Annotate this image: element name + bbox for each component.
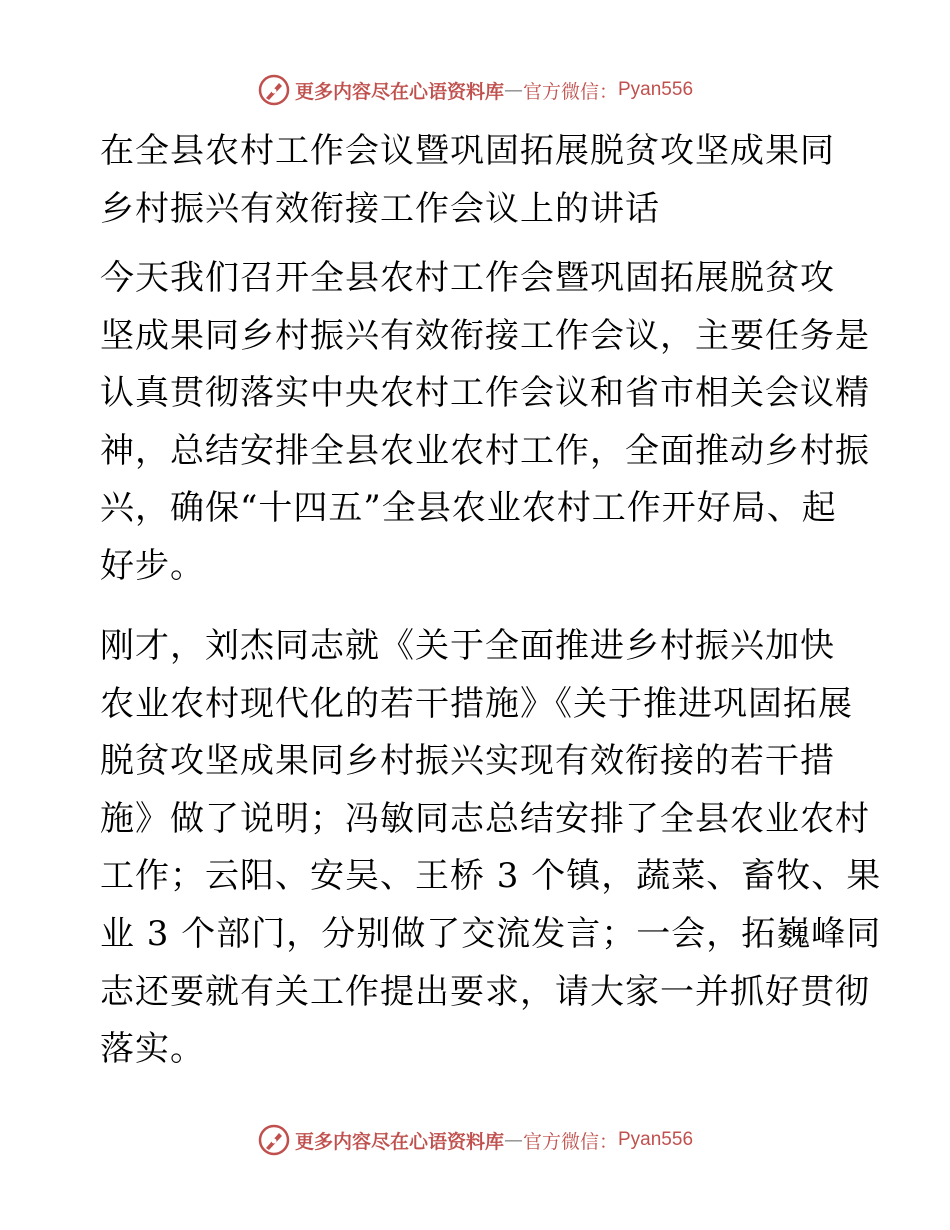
paragraph-line: 刚才，刘杰同志就《关于全面推进乡村振兴加快 [100,626,835,666]
separator: — [503,79,523,101]
wechat-label: 官方微信： [522,1130,618,1153]
paragraph-line: 今天我们召开全县农村工作会暨巩固拓展脱贫攻 [100,258,835,298]
site-name: 更多内容尽在心语资料库 [294,80,504,103]
wechat-id: Pyan556 [618,1129,694,1150]
header-banner [0,70,950,110]
paragraph-line: 农业农村现代化的若干措施》《关于推进巩固拓展 [100,683,853,724]
paragraph-line: 神，总结安排全县农业农村工作，全面推动乡村振 [100,430,870,471]
paragraph-line: 认真贯彻落实中央农村工作会议和省市相关会议精 [100,373,870,414]
title-line: 乡村振兴有效衔接工作会议上的讲话 [100,189,660,229]
pen-logo-icon [257,73,291,107]
paragraph-1 [100,250,870,596]
title-line: 在全县农村工作会议暨巩固拓展脱贫攻坚成果同 [100,131,835,171]
site-name: 更多内容尽在心语资料库 [294,1130,504,1153]
document-title [100,122,860,238]
paragraph-line: 工作；云阳、安吴、王桥 3 个镇，蔬菜、畜牧、果 [100,856,882,897]
paragraph-line: 施》做了说明；冯敏同志总结安排了全县农业农村 [100,798,870,839]
wechat-id: Pyan556 [618,79,694,100]
wechat-label: 官方微信： [522,80,618,103]
paragraph-2 [100,618,882,1079]
paragraph-line: 落实。 [100,1029,205,1070]
paragraph-line: 兴，确保“十四五”全县农业农村工作开好局、起 [100,488,837,529]
paragraph-line: 坚成果同乡村振兴有效衔接工作会议，主要任务是 [100,315,870,356]
pen-logo-icon [257,1123,291,1157]
separator: — [503,1129,523,1151]
paragraph-line: 志还要就有关工作提出要求，请大家一并抓好贯彻 [100,971,870,1012]
paragraph-line: 好步。 [100,545,205,586]
paragraph-line: 脱贫攻坚成果同乡村振兴实现有效衔接的若干措 [100,741,835,782]
paragraph-line: 业 3 个部门，分别做了交流发言；一会，拓巍峰同 [100,913,882,954]
footer-banner [0,1120,950,1160]
